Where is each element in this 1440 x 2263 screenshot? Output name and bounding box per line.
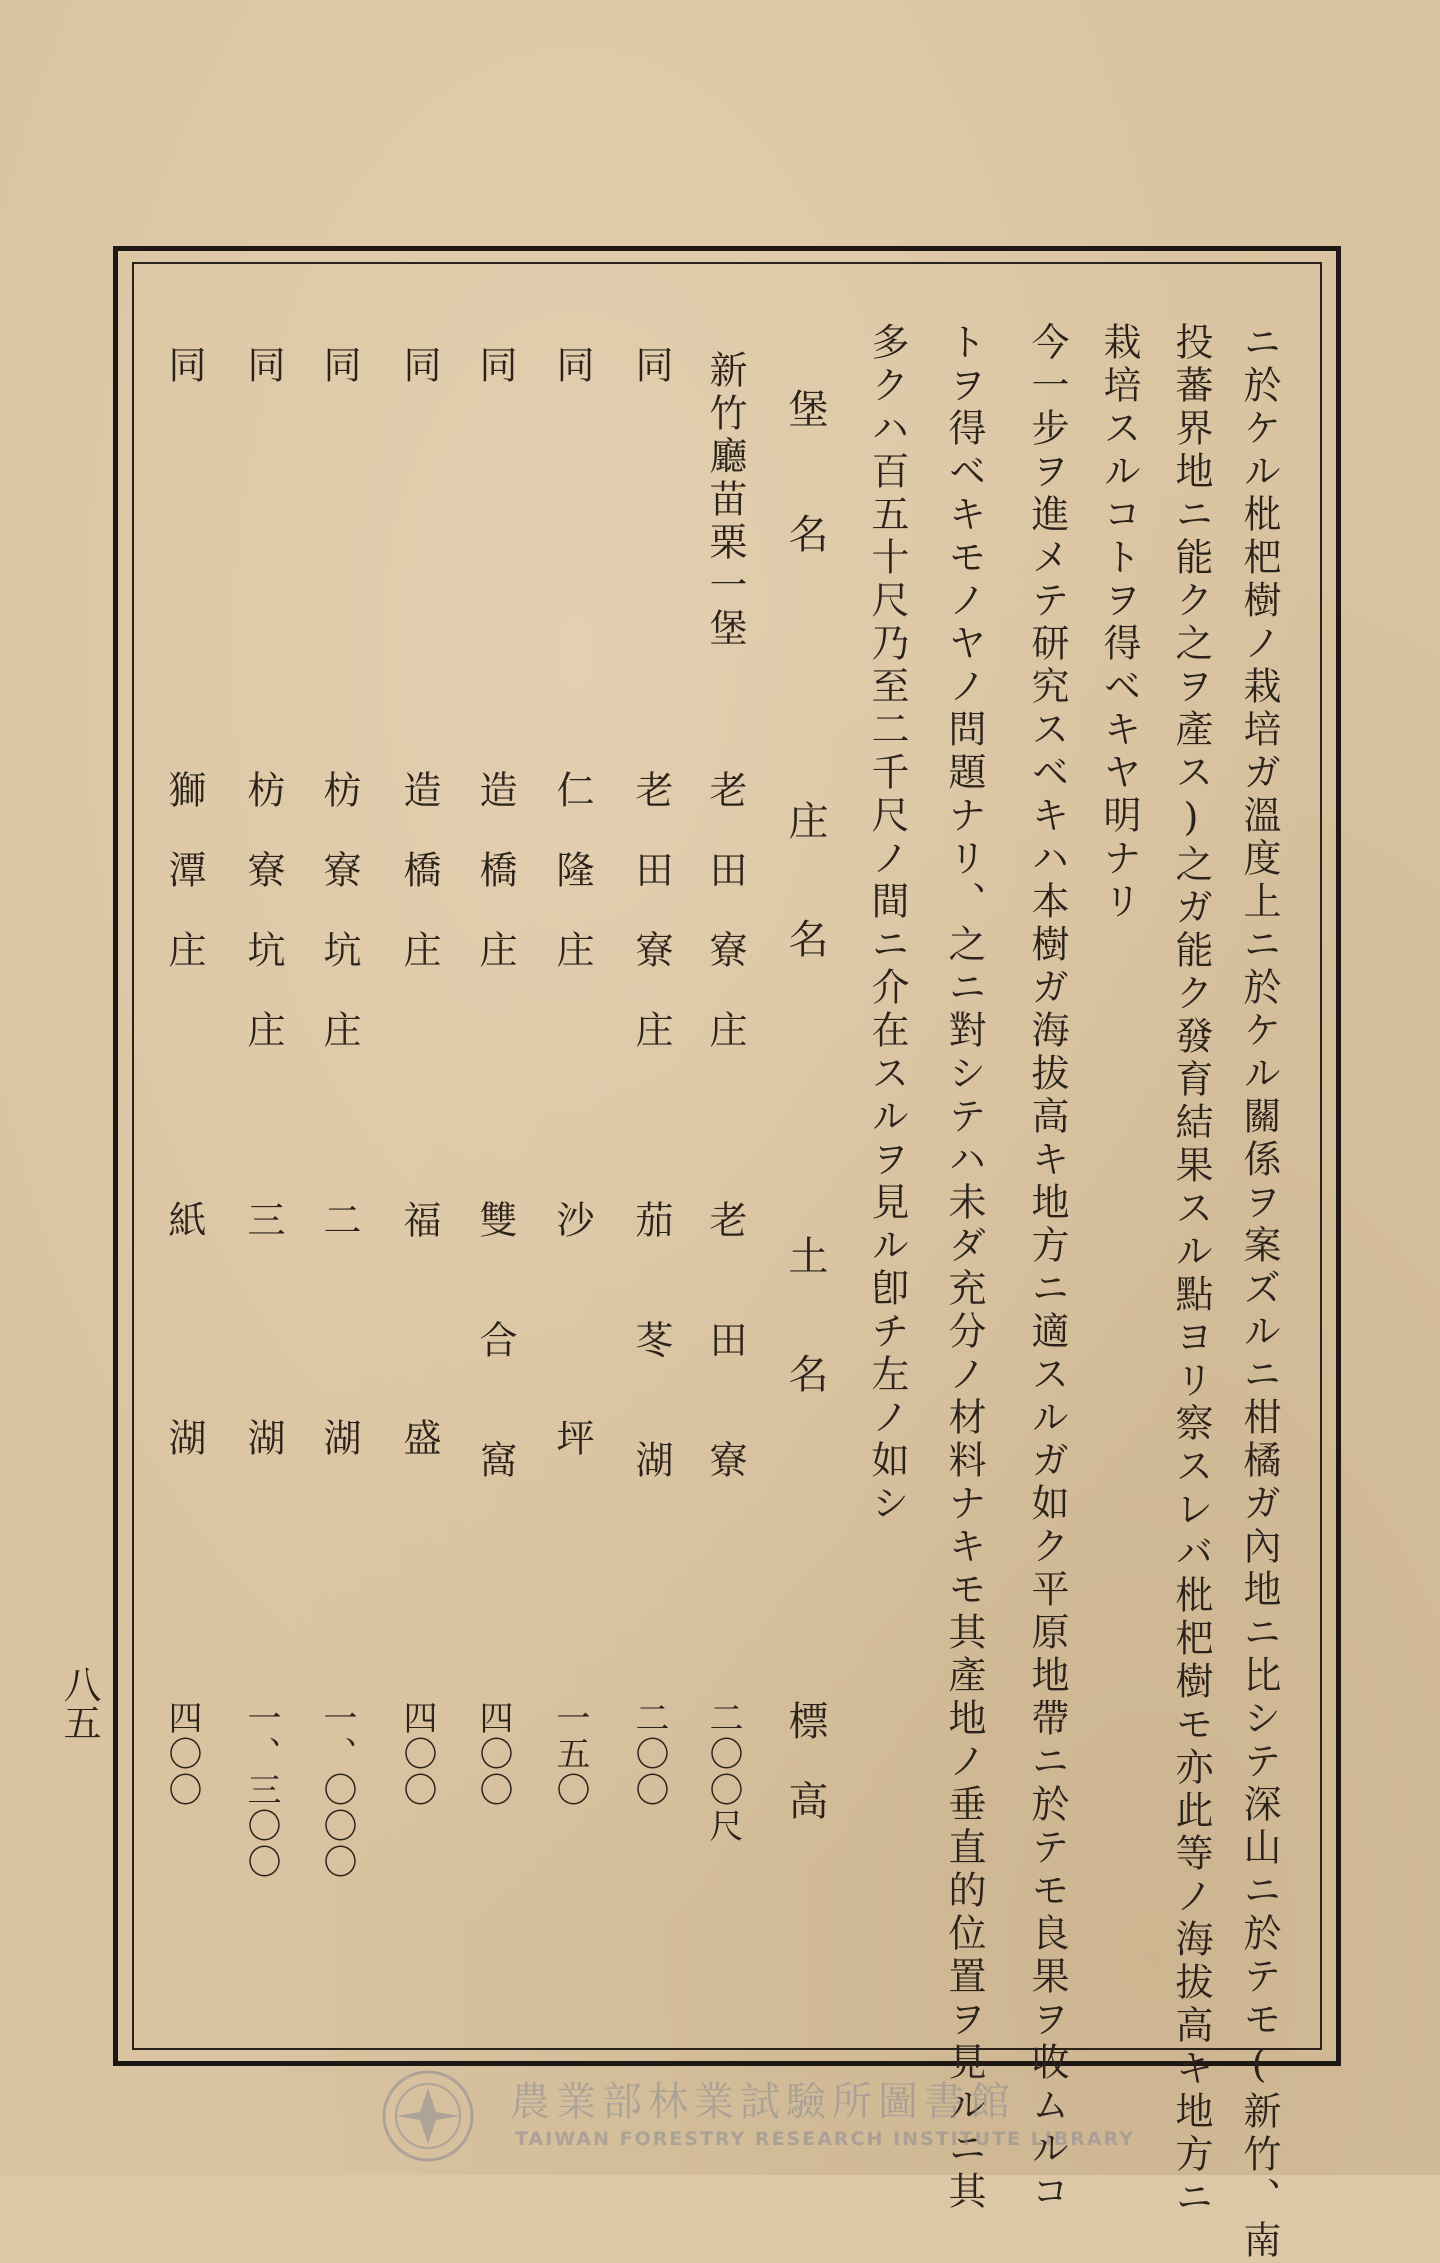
table-header-local-name: 土名 xyxy=(782,1235,828,1471)
table-row-2-fort: 同 xyxy=(629,345,673,388)
text-column-1: ニ於ケル枇杷樹ノ栽培ガ溫度上ニ於ケル關係ヲ案ズルニ柑橘ガ內地ニ比シテ深山ニ於テモ(新竹、南 xyxy=(1237,322,1281,2263)
table-header-elevation: 標高 xyxy=(782,1700,828,1860)
watermark-chinese-name: 農業部林業試驗所圖書館 xyxy=(510,2079,1016,2125)
library-watermark xyxy=(380,2062,1200,2172)
text-column-2: 投蕃界地ニ能ク之ヲ產ス)之ガ能ク發育結果スル點ヨリ察スレバ枇杷樹モ亦此等ノ海拔高キ地方ニ xyxy=(1169,322,1213,2220)
table-row-5-local: 福盛 xyxy=(397,1200,441,1636)
text-column-4: 今一步ヲ進メテ研究スベキハ本樹ガ海拔高キ地方ニ適スルガ如ク平原地帶ニ於テモ良果ヲ收ムルコ xyxy=(1025,322,1069,2214)
table-row-7-village: 枋寮坑庄 xyxy=(241,770,285,1090)
table-row-8-elevation: 四〇〇 xyxy=(162,1700,202,1808)
table-row-3-fort: 同 xyxy=(550,345,594,388)
table-row-3-elevation: 一五〇 xyxy=(550,1700,590,1808)
table-row-1-elevation: 二〇〇尺 xyxy=(703,1700,743,1844)
table-row-5-village: 造橋庄 xyxy=(397,770,441,1010)
text-column-5: トヲ得ベキモノヤノ問題ナリ、之ニ對シテハ未ダ充分ノ材料ナキモ其產地ノ垂直的位置ヲ見ルニ其 xyxy=(942,322,986,2214)
table-row-3-local: 沙坪 xyxy=(550,1200,594,1636)
table-row-7-fort: 同 xyxy=(241,345,285,388)
table-header-fort-name: 堡名 xyxy=(782,388,828,638)
table-row-3-village: 仁隆庄 xyxy=(550,770,594,1010)
table-row-1-village: 老田寮庄 xyxy=(703,770,747,1090)
table-row-7-elevation: 一、三〇〇 xyxy=(241,1700,281,1880)
table-row-2-elevation: 二〇〇 xyxy=(629,1700,669,1808)
table-header-village-name: 庄名 xyxy=(782,800,828,1036)
table-row-1-local: 老田寮 xyxy=(703,1200,747,1560)
text-column-6: 多クハ百五十尺乃至二千尺ノ間ニ介在スルヲ見ル卽チ左ノ如シ xyxy=(865,322,909,1526)
page-number: 八五 xyxy=(57,1665,101,1741)
table-row-5-fort: 同 xyxy=(397,345,441,388)
table-row-8-village: 獅潭庄 xyxy=(162,770,206,1010)
table-row-7-local: 三湖 xyxy=(241,1200,285,1636)
table-row-4-village: 造橋庄 xyxy=(473,770,517,1010)
table-row-2-village: 老田寮庄 xyxy=(629,770,673,1090)
table-row-8-local: 紙湖 xyxy=(162,1200,206,1636)
table-row-4-elevation: 四〇〇 xyxy=(473,1700,513,1808)
table-row-4-fort: 同 xyxy=(473,345,517,388)
table-row-6-local: 二湖 xyxy=(317,1200,361,1636)
watermark-english-name: TAIWAN FORESTRY RESEARCH INSTITUTE LIBRARY xyxy=(515,2128,1135,2150)
table-row-6-elevation: 一、〇〇〇 xyxy=(317,1700,357,1880)
table-row-6-village: 枋寮坑庄 xyxy=(317,770,361,1090)
table-row-5-elevation: 四〇〇 xyxy=(397,1700,437,1808)
table-row-1-fort: 新竹廳苗栗一堡 xyxy=(703,350,747,651)
table-row-6-fort: 同 xyxy=(317,345,361,388)
library-seal-icon xyxy=(380,2068,476,2164)
text-column-3: 栽培スルコトヲ得ベキヤ明ナリ xyxy=(1097,322,1141,924)
table-row-2-local: 茄苳湖 xyxy=(629,1200,673,1560)
table-row-4-local: 雙合窩 xyxy=(473,1200,517,1560)
table-row-8-fort: 同 xyxy=(162,345,206,388)
